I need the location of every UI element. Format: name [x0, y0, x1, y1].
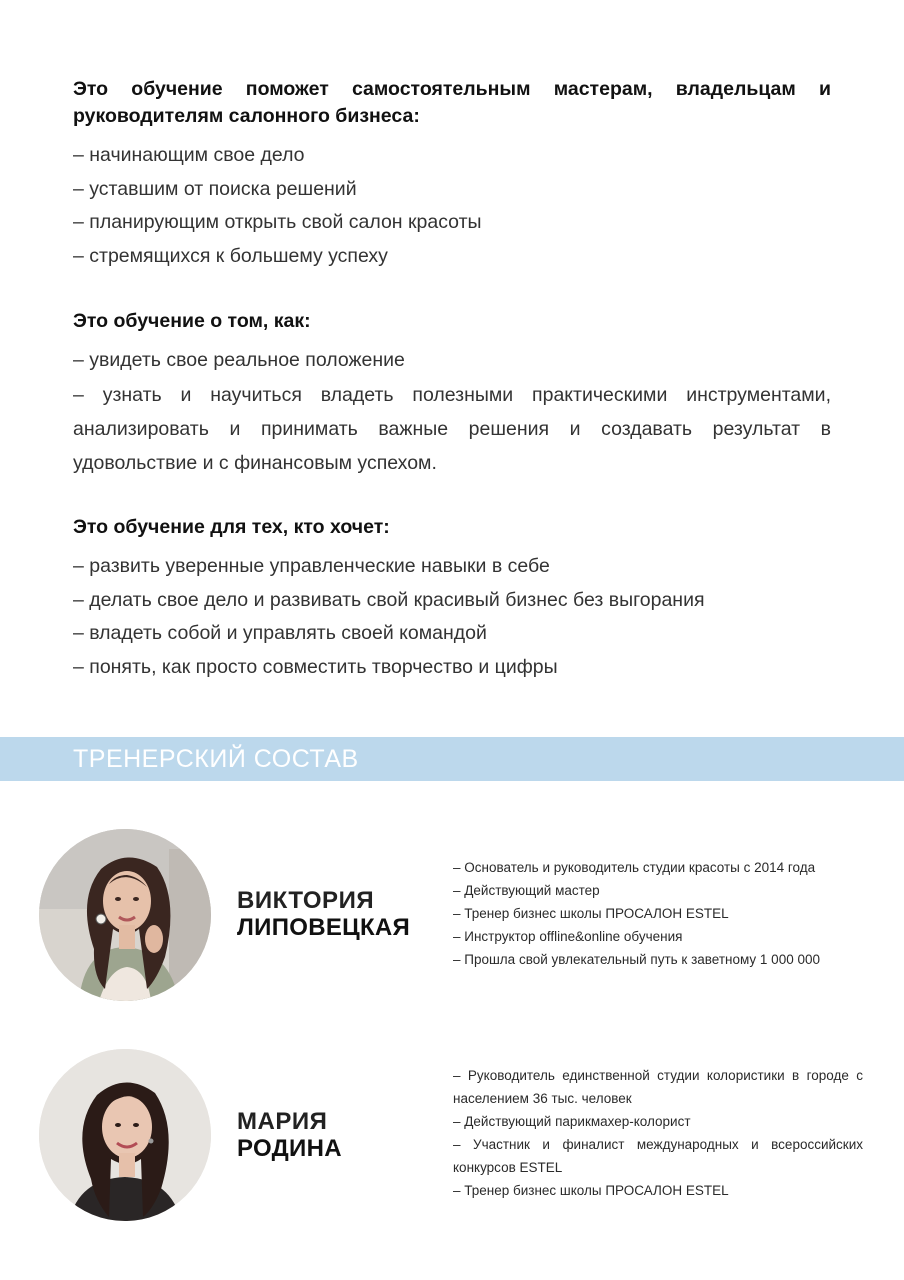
- about-section: [73, 308, 831, 480]
- list-item: – уставшим от поиска решений: [73, 177, 357, 200]
- list-item: – стремящихся к большему успеху: [73, 244, 388, 267]
- trainer-name: [237, 887, 410, 941]
- trainer-photo: [39, 829, 211, 1001]
- list-item: – узнать и научиться владеть полезными практическими инструментами, анализировать и принимать важные решения и создавать результат в удовольствие и с финансовым успехом.: [73, 383, 831, 474]
- list-item: – начинающим свое дело: [73, 144, 305, 166]
- bio-item: – Руководитель единственной студии колористики в городе с населением 36 тыс. человек: [453, 1068, 863, 1106]
- trainer-bio: [453, 1064, 863, 1202]
- trainer-last-name: РОДИНА: [237, 1135, 342, 1162]
- audience-heading: Это обучение поможет самостоятельным мастерам, владельцам и руководителям салонного бизнеса:: [73, 78, 831, 127]
- trainers-banner: [0, 737, 904, 781]
- bio-item: – Инструктор offline&online обучения: [453, 929, 683, 944]
- portrait-image: [39, 1049, 211, 1221]
- audience-list: [73, 139, 831, 273]
- bio-item: – Действующий парикмахер-колорист: [453, 1114, 691, 1129]
- bio-item: – Тренер бизнес школы ПРОСАЛОН ESTEL: [453, 906, 729, 921]
- for-whom-list: [73, 550, 831, 684]
- list-item: – увидеть свое реальное положение: [73, 349, 405, 371]
- trainer-name: [237, 1108, 342, 1162]
- about-heading: Это обучение о том, как:: [73, 310, 311, 332]
- trainer-first-name: ВИКТОРИЯ: [237, 887, 375, 914]
- about-list: [73, 344, 831, 480]
- list-item: – владеть собой и управлять своей командой: [73, 622, 487, 644]
- list-item: – планирующим открыть свой салон красоты: [73, 211, 482, 233]
- trainer-first-name: МАРИЯ: [237, 1108, 328, 1135]
- bio-item: – Действующий мастер: [453, 883, 600, 898]
- bio-item: – Тренер бизнес школы ПРОСАЛОН ESTEL: [453, 1183, 729, 1198]
- list-item: – понять, как просто совместить творчество и цифры: [73, 655, 558, 678]
- list-item: – развить уверенные управленческие навыки в себе: [73, 555, 550, 577]
- list-item: – делать свое дело и развивать свой красивый бизнес без выгорания: [73, 588, 705, 611]
- trainer-photo: [39, 1049, 211, 1221]
- trainer-bio: [453, 856, 863, 971]
- bio-item: – Основатель и руководитель студии красоты с 2014 года: [453, 860, 816, 875]
- portrait-image: [39, 829, 211, 1001]
- bio-item: – Участник и финалист международных и всероссийских конкурсов ESTEL: [453, 1137, 863, 1175]
- for-whom-section: [73, 514, 831, 684]
- audience-section: [73, 76, 831, 273]
- for-whom-heading: Это обучение для тех, кто хочет:: [73, 516, 390, 538]
- banner-title: ТРЕНЕРСКИЙ СОСТАВ: [73, 745, 359, 773]
- bio-item: – Прошла свой увлекательный путь к заветному 1 000 000: [453, 952, 820, 967]
- trainer-last-name: ЛИПОВЕЦКАЯ: [237, 914, 411, 941]
